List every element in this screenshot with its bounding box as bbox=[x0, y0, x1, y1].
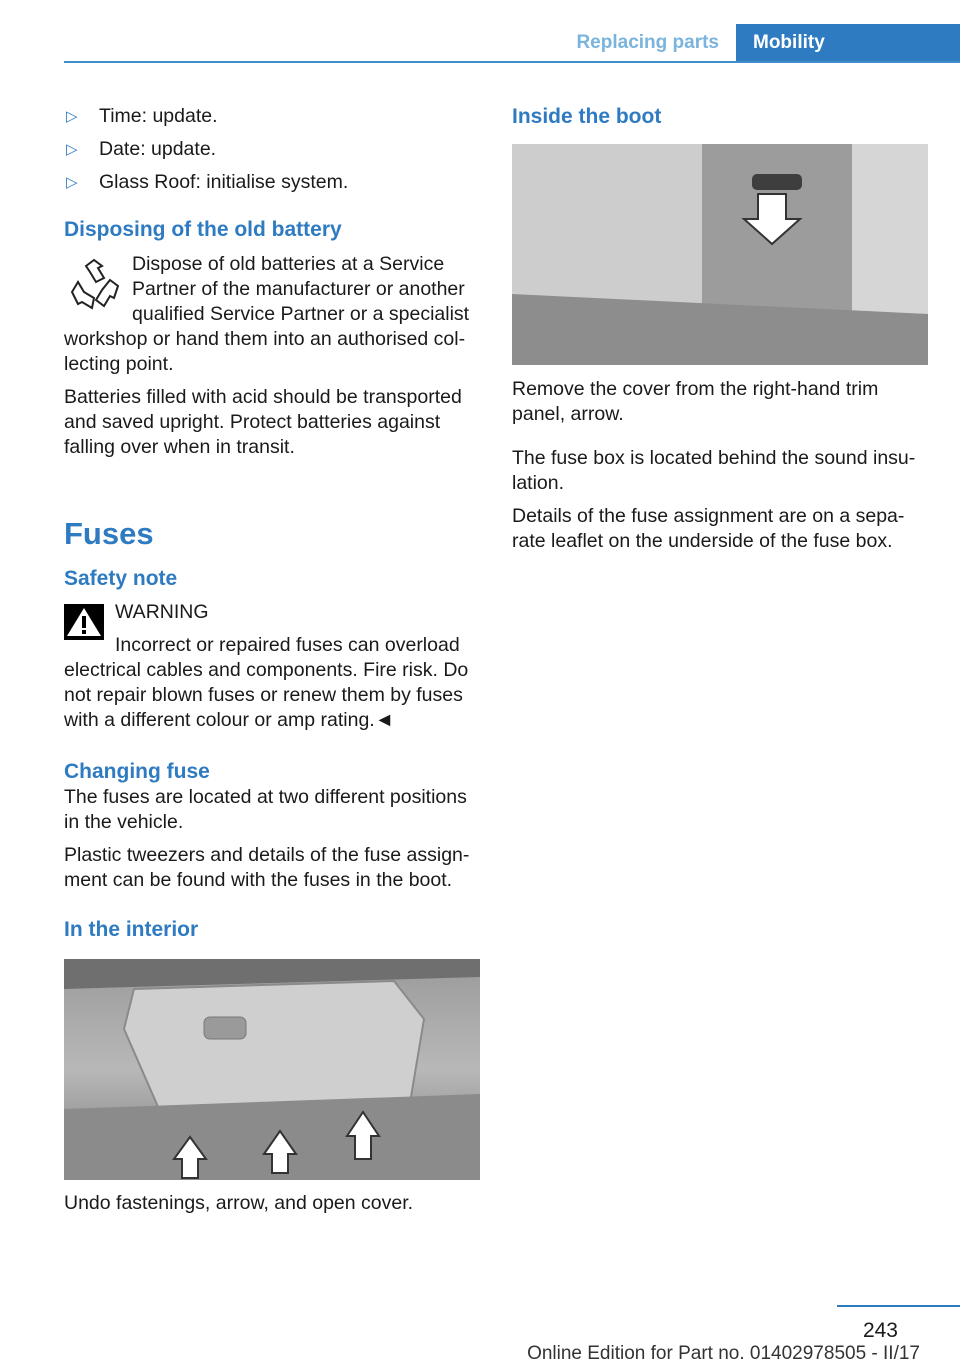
disposing-heading: Disposing of the old battery bbox=[64, 218, 342, 241]
disposing-paragraph-1: Dispose of old batteries at a Service Partner of the manufacturer or another qualified Service Partner or a specialist workshop or hand them into an authorised collecting point. bbox=[64, 253, 470, 375]
fuses-heading: Fuses bbox=[64, 516, 154, 551]
interior-photo bbox=[64, 959, 480, 1180]
header-rule bbox=[64, 61, 960, 63]
changing-paragraph-2: Plastic tweezers and details of the fuse assignment can be found with the fuses in the boot. bbox=[64, 844, 470, 891]
page-header bbox=[0, 24, 960, 62]
boot-paragraph-1: Remove the cover from the right-hand trim panel, arrow. bbox=[512, 378, 879, 425]
footer-rule bbox=[837, 1305, 960, 1307]
changing-paragraph-1: The fuses are located at two different positions in the vehicle. bbox=[64, 786, 467, 833]
disposing-paragraph-2: Batteries filled with acid should be transported and saved upright. Protect batteries against falling over when in transit. bbox=[64, 386, 462, 458]
left-column bbox=[64, 100, 480, 1216]
step-list bbox=[64, 100, 480, 199]
interior-caption: Undo fastenings, arrow, and open cover. bbox=[64, 1192, 414, 1214]
warning-label: WARNING bbox=[115, 601, 209, 623]
header-section-title: Replacing parts bbox=[576, 32, 719, 53]
warning-triangle-icon bbox=[64, 604, 104, 640]
list-triangle-icon: ▷ bbox=[66, 174, 78, 191]
warning-text: Incorrect or repaired fuses can overload electrical cables and components. Fire risk. Do not repair blown fuses or renew them by fuses with a different colour or amp rating.◄ bbox=[64, 634, 469, 731]
header-chapter-tab: Mobility bbox=[736, 24, 960, 61]
right-column bbox=[512, 100, 928, 554]
page-number: 243 bbox=[862, 1319, 898, 1342]
list-item: ▷ Glass Roof: initialise system. bbox=[64, 166, 480, 199]
list-item: ▷ Time: update. bbox=[64, 100, 480, 133]
boot-heading: Inside the boot bbox=[512, 105, 662, 128]
boot-photo bbox=[512, 144, 928, 365]
safety-heading: Safety note bbox=[64, 567, 178, 590]
disposing-block bbox=[64, 252, 480, 377]
list-triangle-icon: ▷ bbox=[66, 141, 78, 158]
recycle-icon bbox=[64, 256, 124, 316]
list-item: ▷ Date: update. bbox=[64, 133, 480, 166]
interior-heading: In the interior bbox=[64, 918, 199, 941]
changing-fuse-heading: Changing fuse bbox=[64, 760, 210, 783]
boot-paragraph-3: Details of the fuse assignment are on a separate leaflet on the underside of the fuse box. bbox=[512, 505, 905, 552]
warning-block bbox=[64, 600, 480, 733]
edition-line: Online Edition for Part no. 01402978505 - II/17 bbox=[527, 1343, 920, 1364]
boot-paragraph-2: The fuse box is located behind the sound insulation. bbox=[512, 447, 916, 494]
list-triangle-icon: ▷ bbox=[66, 108, 78, 125]
